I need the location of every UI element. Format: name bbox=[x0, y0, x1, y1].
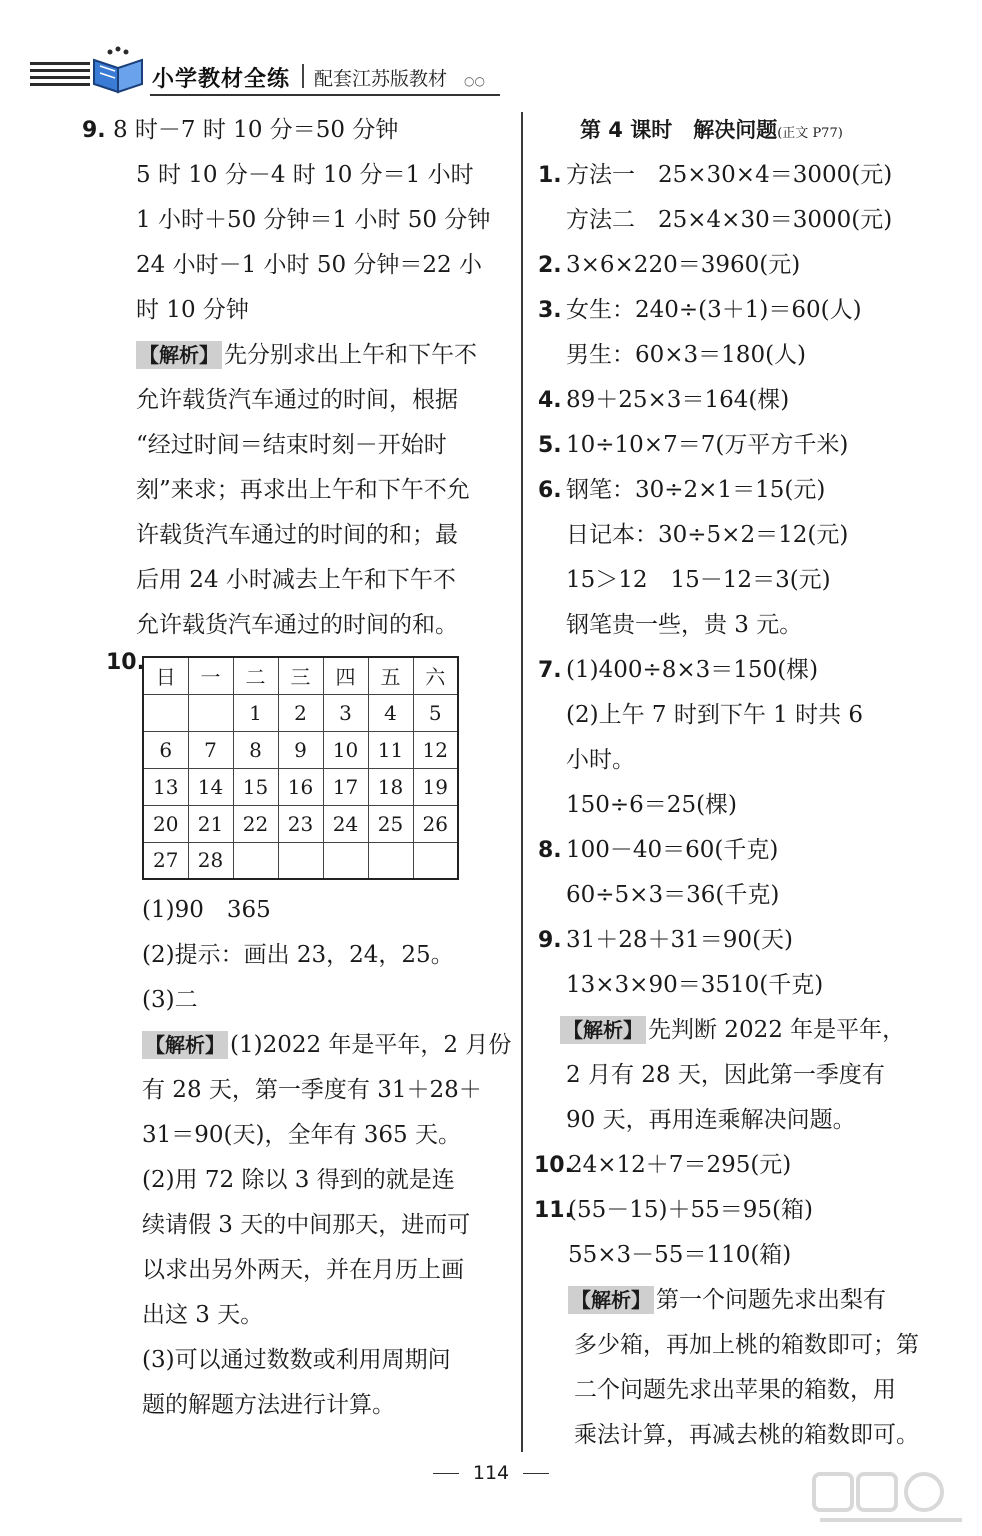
watermark-logo-icon bbox=[812, 1470, 972, 1530]
book-title: 小学教材全练 bbox=[152, 67, 291, 92]
q9-line-1: 9. 8 时－7 时 10 分＝50 分钟 bbox=[82, 108, 508, 153]
calendar-cell: 27 bbox=[143, 842, 188, 879]
analysis-label: 【解析】 bbox=[142, 1031, 228, 1059]
q9-analysis-4: 刻”来求；再求出上午和下午不允 bbox=[136, 477, 470, 503]
calendar-cell: 1 bbox=[233, 694, 278, 731]
answer-line: 6. 钢笔：30÷2×1＝15(元) bbox=[538, 477, 826, 503]
q9-analysis-1: 【解析】 先分别求出上午和下午不 bbox=[108, 333, 508, 378]
answer-line: 60÷5×3＝36(千克) bbox=[566, 882, 780, 908]
q11-analysis-line: 乘法计算，再减去桃的箱数即可。 bbox=[574, 1422, 919, 1448]
calendar-cell: 25 bbox=[368, 805, 413, 842]
q10-analysis-6: 以求出另外两天，并在月历上画 bbox=[142, 1257, 464, 1283]
answer-line: 10.24×12＋7＝295(元) bbox=[534, 1152, 792, 1178]
answer-line: (2)上午 7 时到下午 1 时共 6 bbox=[566, 702, 864, 728]
q10-calendar-block bbox=[108, 648, 508, 888]
q9-line-3: 1 小时＋50 分钟＝1 小时 50 分钟 bbox=[136, 207, 491, 233]
q10-analysis-7: 出这 3 天。 bbox=[142, 1302, 264, 1328]
q9-analysis-5: 许载货汽车通过的时间的和；最 bbox=[136, 522, 458, 548]
q10-answer-2: (2)提示：画出 23，24，25。 bbox=[142, 942, 454, 968]
q10-analysis-3: 31＝90(天)，全年有 365 天。 bbox=[142, 1122, 462, 1148]
answer-line: 男生：60×3＝180(人) bbox=[566, 342, 807, 368]
calendar-header: 二 bbox=[233, 657, 278, 694]
calendar-header: 三 bbox=[278, 657, 323, 694]
q10-analysis-2: 有 28 天，第一季度有 31＋28＋ bbox=[142, 1077, 482, 1103]
answer-line: 钢笔贵一些，贵 3 元。 bbox=[566, 612, 803, 638]
calendar-cell: 16 bbox=[278, 768, 323, 805]
answer-line: 5. 10÷10×7＝7(万平方千米) bbox=[538, 432, 849, 458]
q9-analysis-2: 允许载货汽车通过的时间，根据 bbox=[136, 387, 458, 413]
q10-analysis-4: (2)用 72 除以 3 得到的就是连 bbox=[142, 1167, 455, 1193]
answer-line: 小时。 bbox=[566, 747, 635, 773]
calendar-cell: 22 bbox=[233, 805, 278, 842]
calendar-cell: 19 bbox=[413, 768, 458, 805]
answer-line: 方法二 25×4×30＝3000(元) bbox=[566, 207, 893, 233]
calendar-cell: 12 bbox=[413, 731, 458, 768]
calendar-header: 日 bbox=[143, 657, 188, 694]
answer-line: 3. 女生：240÷(3＋1)＝60(人) bbox=[538, 297, 862, 323]
calendar-header-row bbox=[143, 657, 458, 694]
calendar-cell: 6 bbox=[143, 731, 188, 768]
q9-analysis-7: 允许载货汽车通过的时间的和。 bbox=[136, 612, 458, 638]
book-subtitle: 配套江苏版教材 bbox=[314, 68, 448, 90]
q10-answer-3: (3)二 bbox=[142, 987, 198, 1013]
calendar-cell: 20 bbox=[143, 805, 188, 842]
q9-analysis-line: 【解析】 先判断 2022 年是平年， bbox=[538, 1008, 938, 1053]
answer-line: 150÷6＝25(棵) bbox=[566, 792, 738, 818]
lesson-title: 第 4 课时 解决问题 bbox=[580, 118, 778, 142]
q11-analysis-line: 二个问题先求出苹果的箱数，用 bbox=[574, 1377, 896, 1403]
q10-analysis-1: 【解析】 (1)2022 年是平年，2 月份 bbox=[108, 1023, 508, 1068]
calendar-cell bbox=[368, 842, 413, 879]
calendar-row bbox=[143, 768, 458, 805]
calendar-cell: 9 bbox=[278, 731, 323, 768]
q9-analysis-3: “经过时间＝结束时刻－开始时 bbox=[136, 432, 447, 458]
answer-line: 11.(55－15)＋55＝95(箱) bbox=[534, 1197, 813, 1223]
answer-line: 8. 100－40＝60(千克) bbox=[538, 837, 779, 863]
calendar-cell: 7 bbox=[188, 731, 233, 768]
calendar-cell: 28 bbox=[188, 842, 233, 879]
calendar-cell: 21 bbox=[188, 805, 233, 842]
analysis-label: 【解析】 bbox=[568, 1286, 654, 1314]
q10-analysis-5: 续请假 3 天的中间那天，进而可 bbox=[142, 1212, 471, 1238]
calendar-cell: 3 bbox=[323, 694, 368, 731]
calendar-header: 五 bbox=[368, 657, 413, 694]
q9-analysis-line: 2 月有 28 天，因此第一季度有 bbox=[566, 1062, 885, 1088]
calendar-cell bbox=[323, 842, 368, 879]
calendar-cell: 5 bbox=[413, 694, 458, 731]
page-number: 114 bbox=[472, 1462, 510, 1484]
answer-line: 1. 方法一 25×30×4＝3000(元) bbox=[538, 162, 893, 188]
calendar-cell: 4 bbox=[368, 694, 413, 731]
february-calendar-table bbox=[142, 656, 459, 880]
q9-analysis-line: 90 天，再用连乘解决问题。 bbox=[566, 1107, 856, 1133]
column-divider bbox=[521, 112, 523, 1452]
q9-number: 9. bbox=[82, 118, 106, 143]
answer-line: 55×3－55＝110(箱) bbox=[568, 1242, 792, 1268]
answer-line: 13×3×90＝3510(千克) bbox=[566, 972, 824, 998]
calendar-cell: 23 bbox=[278, 805, 323, 842]
calendar-cell bbox=[233, 842, 278, 879]
open-book-icon bbox=[88, 46, 148, 94]
q9-line-5: 时 10 分钟 bbox=[136, 297, 249, 323]
q10-analysis-8: (3)可以通过数数或利用周期问 bbox=[142, 1347, 451, 1373]
calendar-row bbox=[143, 731, 458, 768]
header-separator bbox=[302, 64, 304, 88]
analysis-label: 【解析】 bbox=[136, 341, 222, 369]
header-underline bbox=[150, 94, 500, 96]
calendar-cell: 24 bbox=[323, 805, 368, 842]
lesson-heading bbox=[538, 108, 938, 153]
calendar-row bbox=[143, 842, 458, 879]
analysis-label: 【解析】 bbox=[560, 1016, 646, 1044]
calendar-cell: 17 bbox=[323, 768, 368, 805]
calendar-cell: 18 bbox=[368, 768, 413, 805]
q9-line-4: 24 小时－1 小时 50 分钟＝22 小 bbox=[136, 252, 482, 278]
q11-analysis-line: 多少箱，再加上桃的箱数即可；第 bbox=[574, 1332, 919, 1358]
calendar-row bbox=[143, 805, 458, 842]
calendar-cell bbox=[143, 694, 188, 731]
answer-line: 4. 89＋25×3＝164(棵) bbox=[538, 387, 790, 413]
header-dots-decoration: ○○ bbox=[464, 74, 485, 88]
q9-analysis-6: 后用 24 小时减去上午和下午不 bbox=[136, 567, 456, 593]
answer-line: 2. 3×6×220＝3960(元) bbox=[538, 252, 801, 278]
calendar-cell: 8 bbox=[233, 731, 278, 768]
q10-analysis-9: 题的解题方法进行计算。 bbox=[142, 1392, 395, 1418]
calendar-cell bbox=[278, 842, 323, 879]
left-column bbox=[82, 108, 512, 1428]
answer-line: 7. (1)400÷8×3＝150(棵) bbox=[538, 657, 819, 683]
page-header bbox=[30, 44, 500, 100]
calendar-header: 一 bbox=[188, 657, 233, 694]
header-lines-decoration bbox=[30, 62, 90, 90]
q9-line-2: 5 时 10 分－4 时 10 分＝1 小时 bbox=[136, 162, 474, 188]
calendar-cell bbox=[188, 694, 233, 731]
answer-line: 15＞12 15－12＝3(元) bbox=[566, 567, 831, 593]
calendar-row bbox=[143, 694, 458, 731]
answer-line: 日记本：30÷5×2＝12(元) bbox=[566, 522, 849, 548]
q11-analysis-line: 【解析】 第一个问题先求出梨有 bbox=[538, 1278, 938, 1323]
calendar-cell: 10 bbox=[323, 731, 368, 768]
right-column bbox=[534, 108, 938, 1458]
calendar-cell: 15 bbox=[233, 768, 278, 805]
calendar-cell bbox=[413, 842, 458, 879]
q10-number: 10. bbox=[106, 650, 145, 675]
footer-dash-right bbox=[523, 1473, 549, 1474]
calendar-header: 四 bbox=[323, 657, 368, 694]
calendar-cell: 26 bbox=[413, 805, 458, 842]
calendar-cell: 2 bbox=[278, 694, 323, 731]
answer-line: 9. 31＋28＋31＝90(天) bbox=[538, 927, 794, 953]
footer-dash-left bbox=[433, 1473, 459, 1474]
calendar-cell: 11 bbox=[368, 731, 413, 768]
calendar-cell: 14 bbox=[188, 768, 233, 805]
calendar-header: 六 bbox=[413, 657, 458, 694]
q10-answer-1: (1)90 365 bbox=[142, 897, 271, 923]
lesson-page-ref: (正文 P77) bbox=[777, 126, 843, 141]
calendar-cell: 13 bbox=[143, 768, 188, 805]
